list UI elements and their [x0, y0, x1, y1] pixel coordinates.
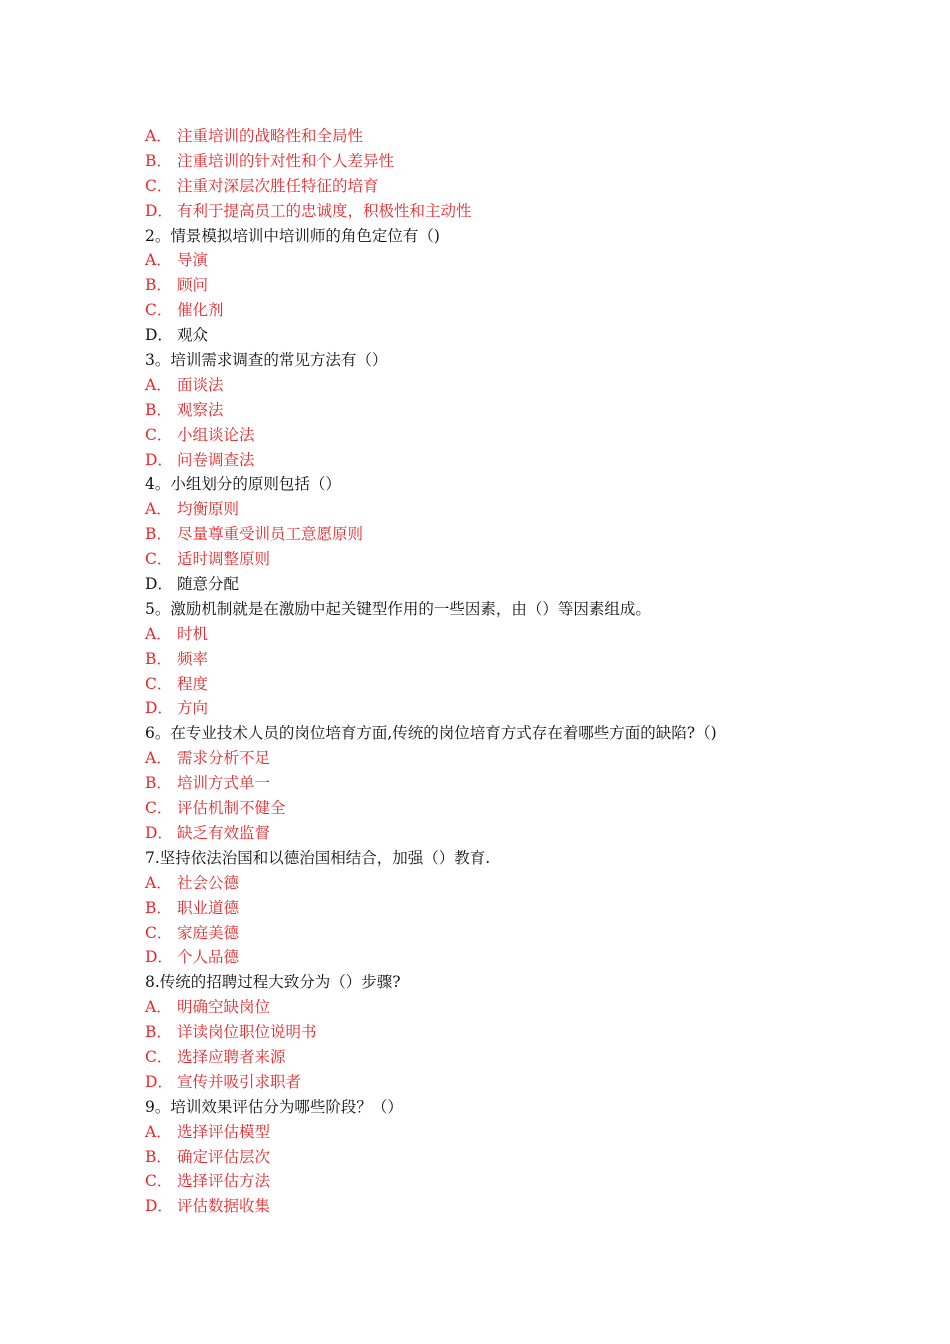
option-letter: A．	[145, 998, 172, 1017]
answer-option	[145, 1145, 845, 1170]
option-letter: C．	[145, 301, 173, 320]
option-letter: D．	[145, 326, 173, 345]
answer-option	[145, 921, 845, 946]
answer-option	[145, 423, 845, 448]
answer-option	[145, 124, 845, 149]
answer-option	[145, 1120, 845, 1145]
question-text: 3。培训需求调查的常见方法有（）	[145, 351, 388, 370]
answer-option	[145, 1045, 845, 1070]
option-letter: B．	[145, 649, 172, 668]
answer-option	[145, 1020, 845, 1045]
option-text: 选择评估方法	[177, 1172, 271, 1191]
option-letter: D．	[145, 699, 173, 718]
option-letter: D．	[145, 823, 173, 842]
option-text: 面谈法	[177, 375, 224, 394]
option-text: 缺乏有效监督	[177, 823, 271, 842]
option-text: 程度	[177, 674, 209, 693]
option-letter: A．	[145, 749, 172, 768]
option-letter: C．	[145, 176, 173, 195]
answer-option	[145, 1169, 845, 1194]
option-text: 培训方式单一	[177, 774, 271, 793]
answer-option	[145, 647, 845, 672]
option-letter: A．	[145, 624, 172, 643]
option-text: 催化剂	[177, 301, 224, 320]
option-text: 家庭美德	[177, 923, 240, 942]
answer-option	[145, 199, 845, 224]
option-letter: B．	[145, 898, 172, 917]
option-letter: A．	[145, 1122, 172, 1141]
answer-option	[145, 497, 845, 522]
option-text: 选择评估模型	[177, 1122, 271, 1141]
option-letter: C．	[145, 425, 173, 444]
question-text: 8.传统的招聘过程大致分为（）步骤?	[145, 973, 401, 992]
option-text: 社会公德	[177, 873, 240, 892]
option-letter: A．	[145, 251, 172, 270]
option-text: 评估机制不健全	[177, 799, 286, 818]
option-text: 时机	[177, 624, 209, 643]
option-letter: A．	[145, 500, 172, 519]
option-text: 频率	[177, 649, 209, 668]
option-letter: C．	[145, 1047, 173, 1066]
option-text: 小组谈论法	[177, 425, 255, 444]
answer-option	[145, 821, 845, 846]
option-text: 详读岗位职位说明书	[177, 1023, 317, 1042]
option-letter: C．	[145, 923, 173, 942]
option-text: 观察法	[177, 400, 224, 419]
option-text: 评估数据收集	[177, 1197, 271, 1216]
option-text: 明确空缺岗位	[177, 998, 271, 1017]
option-letter: D．	[145, 450, 173, 469]
answer-option	[145, 995, 845, 1020]
option-letter: B．	[145, 774, 172, 793]
option-letter: A．	[145, 127, 172, 145]
answer-option	[145, 149, 845, 174]
option-letter: B．	[145, 1023, 172, 1042]
option-letter: B．	[145, 1147, 172, 1166]
option-text: 注重培训的针对性和个人差异性	[177, 151, 395, 170]
option-text: 随意分配	[177, 575, 240, 594]
exam-document	[145, 124, 845, 1219]
answer-option	[145, 323, 845, 348]
answer-option	[145, 373, 845, 398]
answer-option	[145, 1070, 845, 1095]
answer-option	[145, 796, 845, 821]
option-letter: C．	[145, 550, 173, 569]
answer-option	[145, 871, 845, 896]
question-text: 6。在专业技术人员的岗位培育方面,传统的岗位培育方式存在着哪些方面的缺陷?（)	[145, 724, 717, 743]
option-letter: D．	[145, 948, 173, 967]
option-text: 职业道德	[177, 898, 240, 917]
answer-option	[145, 174, 845, 199]
option-text: 方向	[177, 699, 209, 718]
option-text: 选择应聘者来源	[177, 1047, 286, 1066]
option-letter: A．	[145, 375, 172, 394]
answer-option	[145, 248, 845, 273]
option-letter: B．	[145, 525, 172, 544]
option-text: 问卷调查法	[177, 450, 255, 469]
option-text: 尽量尊重受训员工意愿原则	[177, 525, 364, 544]
answer-option	[145, 398, 845, 423]
option-text: 观众	[177, 326, 209, 345]
answer-option	[145, 273, 845, 298]
question-text: 9。培训效果评估分为哪些阶段？（）	[145, 1097, 403, 1116]
answer-option	[145, 672, 845, 697]
answer-option	[145, 945, 845, 970]
option-text: 均衡原则	[177, 500, 240, 519]
option-letter: D．	[145, 201, 173, 220]
option-text: 需求分析不足	[177, 749, 271, 768]
answer-option	[145, 1194, 845, 1219]
option-letter: C．	[145, 799, 173, 818]
option-letter: C．	[145, 674, 173, 693]
option-text: 顾问	[177, 276, 209, 295]
question-text: 7.坚持依法治国和以德治国相结合，加强（）教育.	[145, 848, 491, 867]
question-text: 2。情景模拟培训中培训师的角色定位有（)	[145, 226, 440, 245]
option-text: 注重对深层次胜任特征的培育	[177, 176, 379, 195]
question-text: 4。小组划分的原则包括（）	[145, 475, 341, 494]
option-letter: D．	[145, 1197, 173, 1216]
option-letter: C．	[145, 1172, 173, 1191]
option-letter: D．	[145, 575, 173, 594]
answer-option	[145, 696, 845, 721]
option-letter: B．	[145, 400, 172, 419]
option-letter: B．	[145, 151, 172, 170]
question-text: 5。激励机制就是在激励中起关键型作用的一些因素，由（）等因素组成。	[145, 599, 651, 618]
option-text: 确定评估层次	[177, 1147, 271, 1166]
answer-option	[145, 771, 845, 796]
option-letter: B．	[145, 276, 172, 295]
option-letter: A．	[145, 873, 172, 892]
answer-option	[145, 572, 845, 597]
answer-option	[145, 298, 845, 323]
answer-option	[145, 547, 845, 572]
option-text: 个人品德	[177, 948, 240, 967]
option-text: 宣传并吸引求职者	[177, 1072, 302, 1091]
answer-option	[145, 746, 845, 771]
answer-option	[145, 622, 845, 647]
option-text: 导演	[177, 251, 209, 270]
answer-option	[145, 522, 845, 547]
answer-option	[145, 448, 845, 473]
option-text: 有利于提高员工的忠诚度，积极性和主动性	[177, 201, 472, 220]
option-text: 适时调整原则	[177, 550, 271, 569]
option-text: 注重培训的战略性和全局性	[177, 127, 364, 145]
answer-option	[145, 896, 845, 921]
option-letter: D．	[145, 1072, 173, 1091]
